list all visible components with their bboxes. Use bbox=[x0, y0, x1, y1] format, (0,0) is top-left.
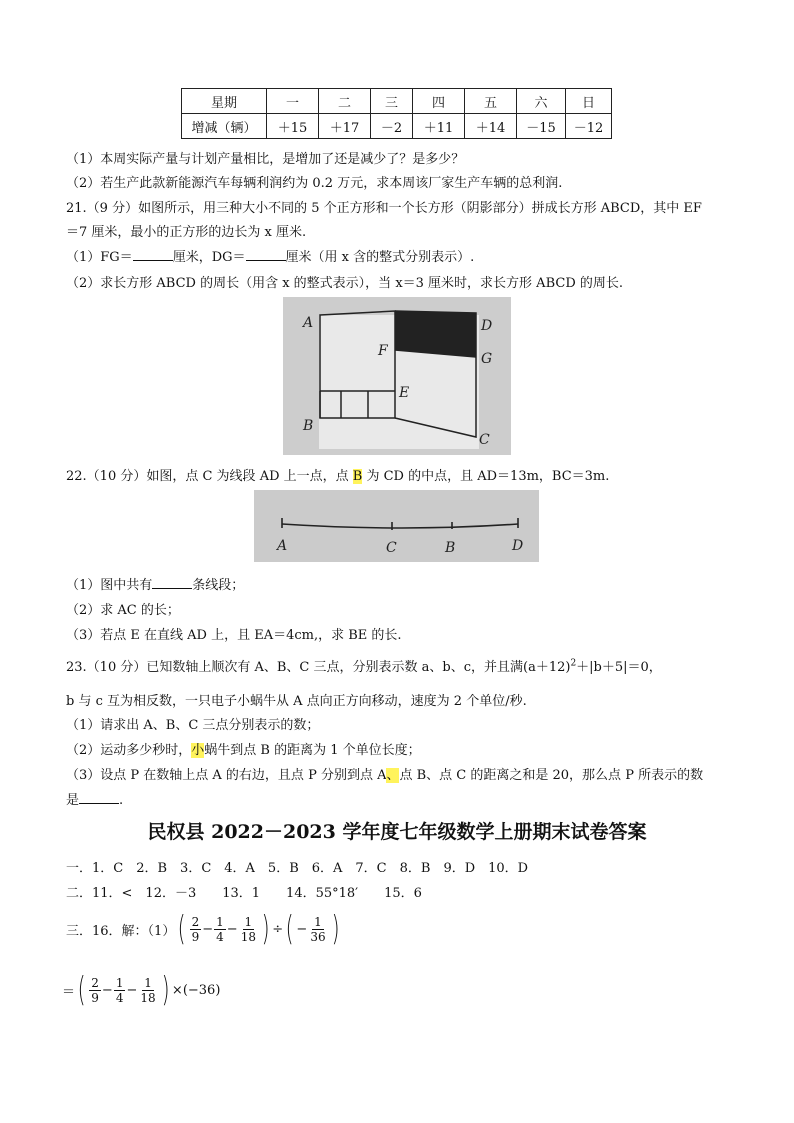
q22-stem bbox=[66, 465, 609, 484]
label-G: G bbox=[481, 351, 493, 367]
q23-part3-e: . bbox=[119, 793, 124, 808]
label-B: B bbox=[445, 540, 456, 556]
q23-stem-line1 bbox=[66, 656, 662, 675]
table-cell: 三 bbox=[371, 89, 413, 114]
table-cell: 日 bbox=[566, 89, 612, 114]
table-cell: －12 bbox=[566, 114, 612, 139]
times-expression: ×(−36) bbox=[171, 982, 221, 998]
table-cell: 二 bbox=[319, 89, 371, 114]
numerator: 1 bbox=[115, 975, 124, 990]
minus-sign: − bbox=[226, 921, 238, 937]
shaded-rectangle bbox=[395, 311, 476, 357]
production-table bbox=[181, 88, 612, 139]
table-cell: 六 bbox=[517, 89, 566, 114]
answer-blank bbox=[246, 248, 286, 261]
fraction bbox=[114, 976, 126, 1005]
q23-part3-c: 点 B、点 C 的距离之和是 20，那么点 P 所表示的数 bbox=[399, 768, 704, 783]
table-cell: ＋15 bbox=[267, 114, 319, 139]
q20-part1: （1）本周实际产量与计划产量相比，是增加了还是减少了？是多少？ bbox=[66, 152, 465, 167]
label-C: C bbox=[479, 432, 490, 448]
answers-line2: 二．11．< 12．－3 13．1 14．55°18′ 15．6 bbox=[66, 886, 422, 901]
table-cell: 星期 bbox=[182, 89, 267, 114]
fraction bbox=[138, 976, 157, 1005]
negative-sign: − bbox=[296, 921, 308, 937]
table-header-row bbox=[182, 89, 612, 114]
q22-part2: （2）求 AC 的长； bbox=[66, 603, 180, 618]
table-cell: 一 bbox=[267, 89, 319, 114]
paren-close: ) bbox=[161, 970, 170, 1010]
table-cell: 五 bbox=[465, 89, 517, 114]
numerator: 1 bbox=[216, 914, 224, 929]
table-cell: 四 bbox=[413, 89, 465, 114]
paren-close: ) bbox=[331, 909, 340, 949]
q21-stem-line2: ＝7 厘米，最小的正方形的边长为 x 厘米. bbox=[66, 225, 307, 240]
label-A: A bbox=[277, 538, 288, 554]
paren-open: ( bbox=[77, 970, 86, 1010]
q23-part1: （1）请求出 A、B、C 三点分别表示的数； bbox=[66, 718, 320, 733]
minus-sign: − bbox=[126, 982, 138, 998]
q16-step2 bbox=[62, 970, 221, 1010]
table-cell: －2 bbox=[371, 114, 413, 139]
table-cell: 增减（辆） bbox=[182, 114, 267, 139]
paren-close: ) bbox=[261, 909, 270, 949]
label-C: C bbox=[386, 540, 397, 556]
label-D: D bbox=[481, 318, 493, 334]
denominator: 18 bbox=[240, 929, 256, 944]
fraction bbox=[239, 915, 258, 944]
denominator: 4 bbox=[115, 990, 124, 1005]
q23-stem-a: 23.（10 分）已知数轴上顺次有 A、B、C 三点，分别表示数 a、b、c，并且满 bbox=[66, 660, 523, 675]
denominator: 36 bbox=[310, 929, 326, 944]
numerator: 1 bbox=[244, 914, 253, 929]
q22-part1 bbox=[66, 574, 244, 593]
fraction bbox=[214, 915, 226, 944]
equals-sign: ＝ bbox=[62, 984, 76, 1000]
q21-part2: （2）求长方形 ABCD 的周长（用含 x 的整式表示），当 x＝3 厘米时，求长方形 ABCD 的周长. bbox=[66, 276, 624, 291]
label-A: A bbox=[303, 315, 314, 331]
denominator: 9 bbox=[91, 990, 99, 1005]
q23-stem-c: ＋|b＋5|＝0， bbox=[576, 660, 662, 675]
q21-part1-c: 厘米（用 x 含的整式分别表示）. bbox=[285, 250, 475, 265]
denominator: 9 bbox=[191, 929, 200, 944]
minus-sign: − bbox=[202, 921, 214, 937]
table-cell: ＋17 bbox=[319, 114, 371, 139]
q22-part3: （3）若点 E 在直线 AD 上，且 EA＝4cm,，求 BE 的长. bbox=[66, 628, 402, 643]
denominator: 4 bbox=[216, 929, 224, 944]
q22-stem-c: 为 CD 的中点，且 AD＝13m，BC＝3m. bbox=[362, 469, 610, 484]
q23-part3-cont bbox=[66, 789, 123, 808]
q22-stem-a: 22.（10 分）如图，点 C 为线段 AD 上一点，点 bbox=[66, 469, 353, 484]
answer-blank bbox=[133, 248, 173, 261]
numerator: 2 bbox=[91, 975, 99, 990]
q23-part3 bbox=[66, 764, 703, 783]
label-B: B bbox=[303, 418, 314, 434]
fraction bbox=[89, 976, 101, 1005]
q23-part2-a: （2）运动多少秒时， bbox=[66, 743, 192, 758]
table-data-row bbox=[182, 114, 612, 139]
segment-figure-photo bbox=[254, 490, 539, 562]
numerator: 1 bbox=[314, 914, 322, 929]
table-cell: ＋11 bbox=[413, 114, 465, 139]
answer-blank bbox=[79, 791, 119, 804]
q21-part1 bbox=[66, 246, 474, 265]
table-cell: －15 bbox=[517, 114, 566, 139]
table-cell: ＋14 bbox=[465, 114, 517, 139]
answers-line1: 一．1．C 2．B 3．C 4．A 5．B 6．A 7．C 8．B 9．D 10．D bbox=[66, 861, 529, 876]
q21-part1-a: （1）FG＝ bbox=[66, 250, 133, 265]
denominator: 18 bbox=[140, 990, 156, 1005]
q23-part2 bbox=[66, 739, 421, 758]
paren-open: ( bbox=[177, 909, 186, 949]
answer-title: 民权县 2022－2023 学年度七年级数学上册期末试卷答案 bbox=[147, 821, 647, 843]
paren-open: ( bbox=[285, 909, 294, 949]
q23-part3-d: 是 bbox=[66, 793, 80, 808]
q16-expression bbox=[66, 909, 342, 949]
q22-part1-b: 条线段； bbox=[192, 578, 245, 593]
q21-part1-b: 厘米，DG＝ bbox=[172, 250, 246, 265]
q22-highlight-B: B bbox=[352, 469, 363, 484]
q22-part1-a: （1）图中共有 bbox=[66, 578, 153, 593]
q23-expr: (a＋12) bbox=[523, 660, 571, 675]
q23-exponent: 2 bbox=[570, 658, 577, 669]
numerator: 1 bbox=[144, 975, 152, 990]
fraction bbox=[190, 915, 202, 944]
q23-part3-a: （3）设点 P 在数轴上点 A 的右边，且点 P 分别到点 A bbox=[66, 768, 387, 783]
q16-prefix: 三．16．解：（1） bbox=[66, 923, 176, 939]
rectangle-figure-photo bbox=[283, 297, 511, 455]
q23-highlight: 、 bbox=[386, 768, 400, 783]
q23-stem-line2: b 与 c 互为相反数，一只电子小蜗牛从 A 点向正方向移动，速度为 2 个单位/秒. bbox=[66, 694, 527, 709]
q23-highlight: 小 bbox=[191, 743, 205, 758]
q23-part2-c: 蜗牛到点 B 的距离为 1 个单位长度； bbox=[204, 743, 421, 758]
label-D: D bbox=[512, 538, 524, 554]
q21-stem-line1: 21.（9 分）如图所示，用三种大小不同的 5 个正方形和一个长方形（阴影部分）拼成长方形 ABCD，其中 EF bbox=[66, 201, 702, 216]
divide-sign: ÷ bbox=[272, 921, 284, 937]
label-E: E bbox=[399, 385, 410, 401]
label-F: F bbox=[378, 343, 388, 359]
minus-sign: − bbox=[101, 982, 113, 998]
numerator: 2 bbox=[191, 914, 200, 929]
q20-part2: （2）若生产此款新能源汽车每辆利润约为 0.2 万元，求本周该厂家生产车辆的总利润. bbox=[66, 176, 563, 191]
fraction bbox=[308, 915, 327, 944]
answer-blank bbox=[152, 576, 192, 589]
